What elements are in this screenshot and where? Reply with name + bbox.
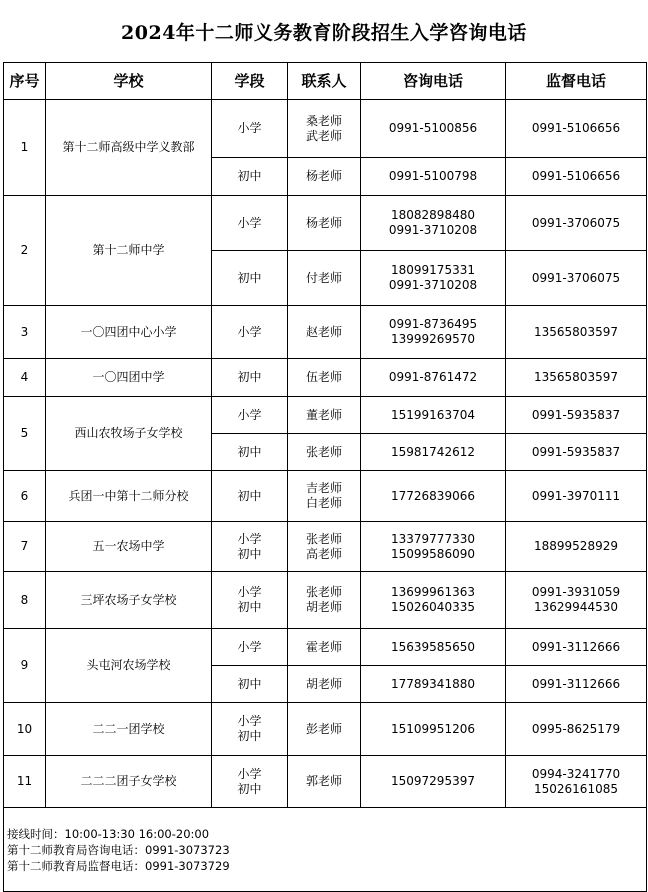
cell-supervise	[506, 397, 647, 434]
cell-stage	[212, 434, 288, 471]
cell-phone	[361, 196, 506, 251]
supervise-line: 0991-3112666	[531, 676, 621, 691]
cell-school: 西山农牧场子女学校	[46, 397, 212, 471]
phone-line: 17789341880	[391, 676, 475, 691]
cell-stage	[212, 100, 288, 158]
supervise-line: 0991-5106656	[531, 169, 621, 183]
contact-line: 张老师	[305, 585, 342, 599]
supervise-line: 13629944530	[534, 600, 618, 614]
phone-line: 15199163704	[391, 407, 475, 422]
contact-line: 高老师	[305, 546, 342, 561]
cell-no: 3	[4, 306, 46, 359]
cell-stage	[212, 359, 288, 397]
cell-supervise	[506, 703, 647, 756]
cell-no: 7	[4, 522, 46, 572]
cell-contact	[288, 703, 361, 756]
stage-line: 小学	[237, 407, 262, 422]
phone-line: 15097295397	[391, 774, 475, 788]
cell-supervise	[506, 251, 647, 306]
cell-stage	[212, 703, 288, 756]
supervise-line: 0991-5106656	[531, 121, 621, 135]
phone-line: 18082898480	[391, 208, 475, 222]
cell-supervise	[506, 359, 647, 397]
page-title: 2024年十二师义务教育阶段招生入学咨询电话	[121, 21, 527, 44]
contact-line: 白老师	[305, 496, 342, 510]
contact-line: 吉老师	[305, 481, 342, 495]
contact-table	[3, 62, 647, 892]
stage-line: 初中	[237, 781, 262, 796]
cell-stage	[212, 666, 288, 703]
cell-phone	[361, 703, 506, 756]
supervise-line: 15026161085	[534, 781, 618, 796]
supervise-line: 0991-3970111	[531, 488, 621, 503]
cell-school: 头屯河农场学校	[46, 629, 212, 703]
supervise-line: 0995-8625179	[531, 721, 621, 736]
table-row	[4, 572, 647, 629]
cell-contact	[288, 100, 361, 158]
cell-phone	[361, 158, 506, 196]
cell-no: 9	[4, 629, 46, 703]
consult-phone: 第十二师教育局咨询电话：0991-3073723	[7, 842, 230, 857]
header-no: 序号	[4, 63, 46, 100]
header-supervise: 监督电话	[506, 63, 647, 100]
cell-phone	[361, 756, 506, 808]
contact-line: 胡老师	[305, 600, 342, 614]
cell-phone	[361, 100, 506, 158]
cell-stage	[212, 397, 288, 434]
stage-line: 初中	[237, 370, 262, 384]
table-row	[4, 397, 647, 434]
cell-no: 6	[4, 471, 46, 522]
cell-supervise	[506, 572, 647, 629]
supervise-line: 0991-3706075	[531, 270, 621, 285]
cell-school: 二二二团子女学校	[46, 756, 212, 808]
table-row	[4, 471, 647, 522]
stage-line: 初中	[237, 270, 262, 285]
header-contact: 联系人	[288, 63, 361, 100]
cell-phone	[361, 434, 506, 471]
contact-line: 郭老师	[305, 774, 342, 788]
cell-phone	[361, 522, 506, 572]
cell-school: 兵团一中第十二师分校	[46, 471, 212, 522]
header-stage: 学段	[212, 63, 288, 100]
phone-line: 13999269570	[391, 332, 475, 346]
cell-stage	[212, 629, 288, 666]
contact-line: 武老师	[305, 128, 342, 143]
footer-info	[4, 808, 647, 892]
contact-line: 张老师	[305, 531, 342, 546]
stage-line: 初中	[237, 676, 262, 691]
cell-no: 10	[4, 703, 46, 756]
cell-supervise	[506, 158, 647, 196]
phone-line: 17726839066	[391, 488, 475, 503]
phone-line: 13379777330	[391, 531, 475, 546]
phone-line: 15639585650	[391, 639, 475, 654]
cell-contact	[288, 572, 361, 629]
phone-line: 0991-8736495	[388, 317, 478, 331]
phone-line: 15099586090	[391, 546, 475, 561]
cell-contact	[288, 522, 361, 572]
cell-supervise	[506, 196, 647, 251]
cell-contact	[288, 434, 361, 471]
stage-line: 小学	[237, 766, 262, 781]
cell-contact	[288, 306, 361, 359]
cell-contact	[288, 471, 361, 522]
cell-stage	[212, 196, 288, 251]
cell-no: 8	[4, 572, 46, 629]
phone-line: 0991-5100856	[388, 121, 478, 135]
cell-school: 第十二师高级中学义教部	[46, 100, 212, 196]
contact-line: 赵老师	[305, 324, 342, 339]
supervise-line: 0991-5935837	[531, 407, 621, 422]
contact-line: 付老师	[305, 270, 342, 285]
cell-no: 2	[4, 196, 46, 306]
cell-phone	[361, 251, 506, 306]
cell-school: 五一农场中学	[46, 522, 212, 572]
supervise-line: 0991-5935837	[531, 444, 621, 459]
table-row	[4, 196, 647, 251]
cell-contact	[288, 158, 361, 196]
cell-stage	[212, 471, 288, 522]
table-row	[4, 629, 647, 666]
contact-line: 胡老师	[305, 676, 342, 691]
table-row	[4, 100, 647, 158]
stage-line: 初中	[237, 729, 262, 743]
cell-supervise	[506, 306, 647, 359]
hotline-hours: 接线时间：10:00-13:30 16:00-20:00	[7, 826, 210, 841]
supervise-line: 0994-3241770	[531, 766, 621, 781]
cell-school: 二二一团学校	[46, 703, 212, 756]
cell-stage	[212, 756, 288, 808]
cell-contact	[288, 196, 361, 251]
cell-contact	[288, 756, 361, 808]
cell-contact	[288, 359, 361, 397]
cell-supervise	[506, 434, 647, 471]
cell-supervise	[506, 666, 647, 703]
cell-contact	[288, 666, 361, 703]
cell-phone	[361, 666, 506, 703]
phone-line: 15026040335	[391, 600, 475, 614]
stage-line: 初中	[237, 546, 262, 561]
contact-line: 桑老师	[305, 113, 342, 128]
contact-line: 张老师	[305, 444, 342, 459]
cell-supervise	[506, 756, 647, 808]
table-row	[4, 703, 647, 756]
stage-line: 初中	[237, 169, 262, 183]
contact-line: 霍老师	[305, 639, 342, 654]
supervise-line: 13565803597	[534, 324, 618, 339]
cell-school: 一〇四团中心小学	[46, 306, 212, 359]
supervise-line: 0991-3706075	[531, 215, 621, 230]
header-phone: 咨询电话	[361, 63, 506, 100]
supervise-line: 0991-3931059	[531, 585, 621, 599]
stage-line: 小学	[237, 714, 262, 728]
header-row	[4, 63, 647, 100]
supervise-line: 18899528929	[534, 539, 618, 553]
phone-line: 15109951206	[391, 721, 475, 736]
phone-line: 0991-5100798	[388, 169, 478, 183]
cell-no: 4	[4, 359, 46, 397]
stage-line: 小学	[237, 121, 262, 135]
cell-phone	[361, 471, 506, 522]
cell-stage	[212, 522, 288, 572]
contact-line: 杨老师	[305, 169, 342, 183]
cell-school: 三坪农场子女学校	[46, 572, 212, 629]
stage-line: 初中	[237, 444, 262, 459]
cell-supervise	[506, 629, 647, 666]
stage-line: 小学	[237, 215, 262, 230]
cell-phone	[361, 397, 506, 434]
table-row	[4, 359, 647, 397]
contact-line: 伍老师	[305, 370, 342, 384]
phone-line: 18099175331	[391, 263, 475, 277]
phone-line: 13699961363	[391, 585, 475, 599]
table-row	[4, 306, 647, 359]
stage-line: 小学	[237, 585, 262, 599]
contact-line: 董老师	[305, 407, 342, 422]
stage-line: 小学	[237, 324, 262, 339]
stage-line: 小学	[237, 531, 262, 546]
cell-phone	[361, 359, 506, 397]
stage-line: 小学	[237, 639, 262, 654]
cell-phone	[361, 572, 506, 629]
cell-contact	[288, 251, 361, 306]
cell-no: 1	[4, 100, 46, 196]
cell-no: 11	[4, 756, 46, 808]
phone-line: 0991-3710208	[388, 278, 478, 292]
cell-supervise	[506, 471, 647, 522]
cell-contact	[288, 397, 361, 434]
cell-stage	[212, 251, 288, 306]
phone-line: 0991-8761472	[388, 370, 478, 384]
contact-line: 彭老师	[305, 721, 342, 736]
phone-line: 15981742612	[391, 444, 475, 459]
supervise-phone: 第十二师教育局监督电话：0991-3073729	[7, 858, 230, 873]
table-row	[4, 522, 647, 572]
supervise-line: 13565803597	[534, 370, 618, 384]
stage-line: 初中	[237, 488, 262, 503]
contact-line: 杨老师	[305, 215, 342, 230]
cell-stage	[212, 572, 288, 629]
header-school: 学校	[46, 63, 212, 100]
cell-supervise	[506, 100, 647, 158]
footer-row	[4, 808, 647, 892]
table-row	[4, 756, 647, 808]
cell-stage	[212, 306, 288, 359]
supervise-line: 0991-3112666	[531, 639, 621, 654]
phone-line: 0991-3710208	[388, 223, 478, 237]
cell-phone	[361, 306, 506, 359]
cell-supervise	[506, 522, 647, 572]
cell-school: 第十二师中学	[46, 196, 212, 306]
cell-contact	[288, 629, 361, 666]
cell-school: 一〇四团中学	[46, 359, 212, 397]
cell-phone	[361, 629, 506, 666]
stage-line: 初中	[237, 600, 262, 614]
cell-stage	[212, 158, 288, 196]
cell-no: 5	[4, 397, 46, 471]
